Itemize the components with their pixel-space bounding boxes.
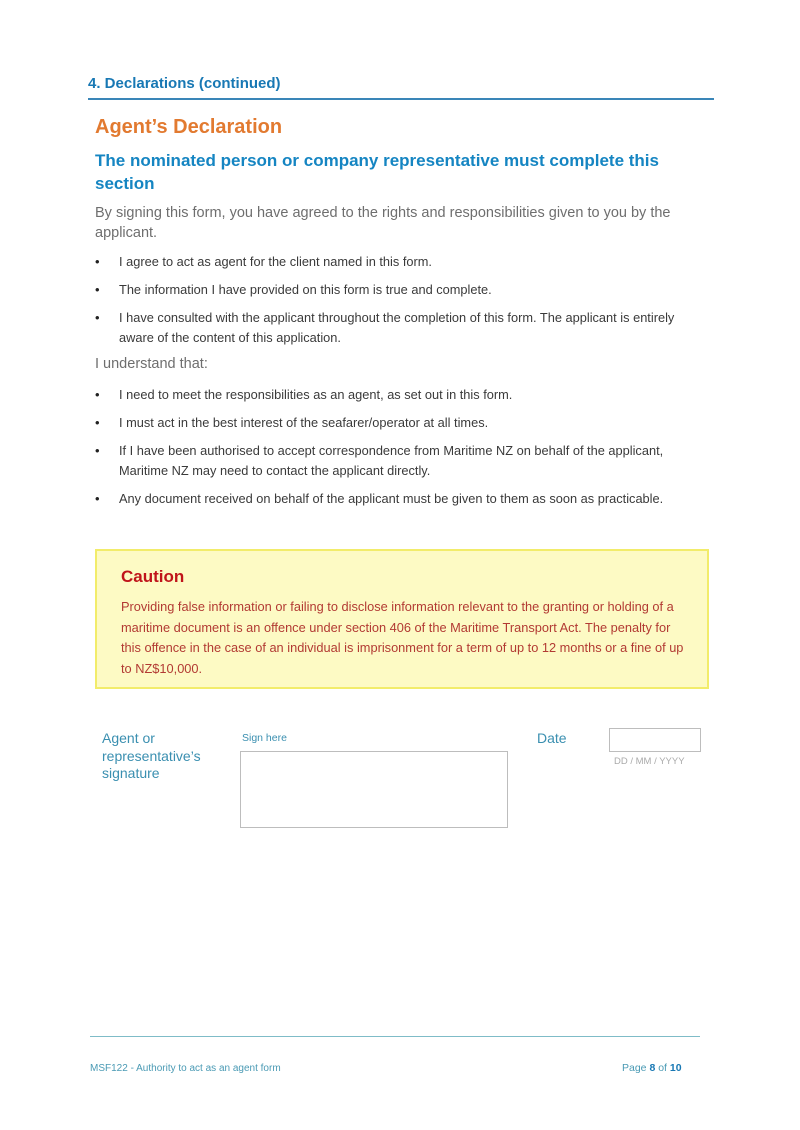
page-total: 10 [669,1062,682,1074]
intro-paragraph: By signing this form, you have agreed to the rights and responsibilities given to you by the applicant. [95,205,671,241]
date-format-hint: DD / MM / YYYY [614,756,685,767]
page-current: 8 [649,1062,656,1074]
signature-field[interactable] [240,751,508,828]
caution-title: Caution [121,567,185,586]
date-label: Date [537,730,567,746]
list-item: • The information I have provided on this form is true and complete. [95,280,705,300]
section-divider [88,98,714,100]
date-field[interactable] [609,728,701,752]
list-item: • I agree to act as agent for the client named in this form. [95,252,705,272]
caution-box [95,549,709,689]
list-item: • I must act in the best interest of the seafarer/operator at all times. [95,413,705,433]
page-prefix: Page [622,1062,647,1074]
footer-divider [90,1036,700,1037]
page-of: of [658,1062,667,1074]
understand-label: I understand that: [95,356,208,372]
list-item: • I have consulted with the applicant throughout the completion of this form. The applicant is entirely aware of the content of this application. [95,308,705,348]
list-item: • I need to meet the responsibilities as an agent, as set out in this form. [95,385,705,405]
agent-declaration-title: Agent’s Declaration [95,116,283,138]
footer-form-name: MSF122 - Authority to act as an agent form [90,1063,281,1074]
section-heading: 4. Declarations (continued) [88,75,281,92]
signature-label: Agent or representative’s signature [102,730,201,781]
understanding-list [95,385,705,517]
caution-text: Providing false information or failing to disclose information relevant to the granting or holding of a maritime document is an offence under section 406 of the Maritime Transport Act. The penalty for this offence in the case of an individual is imprisonment for a term of up to 12 months or a fine of up to NZ$10,000. [121,599,684,676]
sign-here-hint: Sign here [242,732,287,744]
page-indicator [622,1062,682,1074]
agreement-list [95,252,705,356]
agent-declaration-subtitle: The nominated person or company representative must complete this section [95,151,659,193]
list-item: • If I have been authorised to accept correspondence from Maritime NZ on behalf of the applicant, Maritime NZ may need to contact the applicant directly. [95,441,705,481]
list-item: • Any document received on behalf of the applicant must be given to them as soon as practicable. [95,489,705,509]
